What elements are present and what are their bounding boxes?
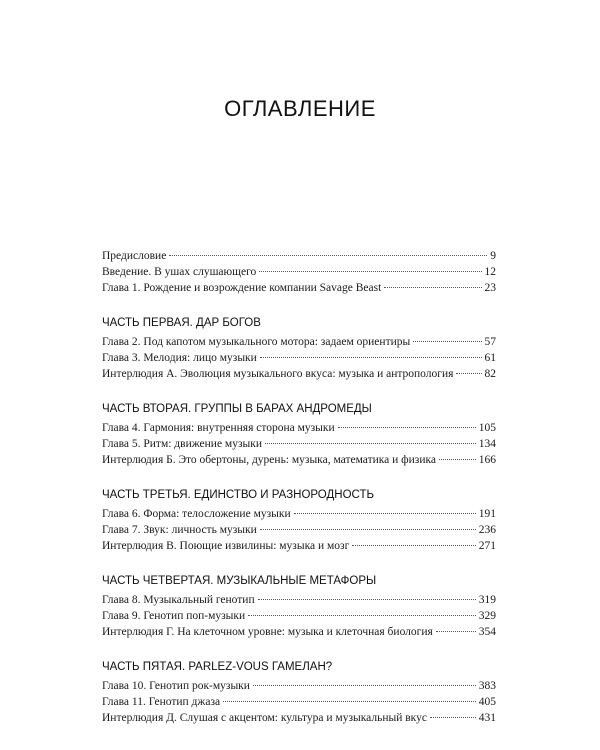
entry-page: 105 bbox=[478, 422, 496, 434]
entry-title: Глава 1. Рождение и возрождение компании Savage Beast bbox=[102, 282, 382, 294]
dot-leader bbox=[413, 341, 481, 342]
toc-entry[interactable] bbox=[102, 350, 496, 366]
entry-page: 134 bbox=[478, 438, 496, 450]
entry-title: Глава 3. Мелодия: лицо музыки bbox=[102, 352, 257, 364]
dot-leader bbox=[265, 443, 476, 444]
toc-entry[interactable] bbox=[102, 608, 496, 624]
part-section bbox=[102, 487, 496, 554]
dot-leader bbox=[430, 717, 476, 718]
toc-entry[interactable] bbox=[102, 538, 496, 554]
dot-leader bbox=[294, 513, 476, 514]
entry-page: 12 bbox=[484, 266, 496, 278]
table-of-contents bbox=[102, 248, 496, 745]
entry-page: 405 bbox=[478, 696, 496, 708]
toc-entry[interactable] bbox=[102, 592, 496, 608]
page-title: ОГЛАВЛЕНИЕ bbox=[224, 96, 376, 121]
entry-title: Интерлюдия Д. Слушая с акцентом: культура и музыкальный вкус bbox=[102, 712, 427, 724]
entry-page: 57 bbox=[484, 336, 496, 348]
entry-page: 319 bbox=[478, 594, 496, 606]
dot-leader bbox=[260, 357, 482, 358]
dot-leader bbox=[439, 459, 476, 460]
entry-page: 271 bbox=[478, 540, 496, 552]
entry-title: Интерлюдия Б. Это обертоны, дурень: музыка, математика и физика bbox=[102, 454, 437, 466]
entry-title: Интерлюдия Г. На клеточном уровне: музыка и клеточная биология bbox=[102, 626, 433, 638]
dot-leader bbox=[169, 255, 487, 256]
part-heading: ЧАСТЬ ВТОРАЯ. ГРУППЫ В БАРАХ АНДРОМЕДЫ bbox=[102, 403, 372, 415]
dot-leader bbox=[260, 529, 476, 530]
toc-entry[interactable] bbox=[102, 366, 496, 382]
dot-leader bbox=[248, 615, 476, 616]
front-matter bbox=[102, 248, 496, 296]
entry-title: Глава 8. Музыкальный генотип bbox=[102, 594, 255, 606]
dot-leader bbox=[456, 373, 481, 374]
entry-page: 236 bbox=[478, 524, 496, 536]
toc-entry[interactable] bbox=[102, 678, 496, 694]
toc-entry[interactable] bbox=[102, 436, 496, 452]
entry-page: 383 bbox=[478, 680, 496, 692]
dot-leader bbox=[258, 599, 476, 600]
toc-entry[interactable] bbox=[102, 624, 496, 640]
entry-title: Глава 11. Генотип джаза bbox=[102, 696, 221, 708]
entry-page: 61 bbox=[484, 352, 496, 364]
entry-page: 166 bbox=[478, 454, 496, 466]
entry-page: 23 bbox=[484, 282, 496, 294]
dot-leader bbox=[253, 685, 476, 686]
entry-title: Глава 10. Генотип рок-музыки bbox=[102, 680, 250, 692]
entry-page: 82 bbox=[484, 368, 496, 380]
part-section bbox=[102, 573, 496, 640]
toc-entry[interactable] bbox=[102, 694, 496, 710]
entry-title: Глава 6. Форма: телосложение музыки bbox=[102, 508, 291, 520]
entry-title: Интерлюдия А. Эволюция музыкального вкуса: музыка и антропология bbox=[102, 368, 454, 380]
entry-title: Предисловие bbox=[102, 250, 167, 262]
part-heading: ЧАСТЬ ПЕРВАЯ. ДАР БОГОВ bbox=[102, 317, 261, 329]
toc-entry[interactable] bbox=[102, 264, 496, 280]
entry-title: Интерлюдия В. Поющие извилины: музыка и мозг bbox=[102, 540, 350, 552]
entry-title: Глава 9. Генотип поп-музыки bbox=[102, 610, 246, 622]
entry-page: 354 bbox=[478, 626, 496, 638]
dot-leader bbox=[384, 287, 481, 288]
part-heading: ЧАСТЬ ПЯТАЯ. PARLEZ-VOUS ГАМЕЛАН? bbox=[102, 661, 333, 673]
dot-leader bbox=[436, 631, 476, 632]
entry-page: 9 bbox=[490, 250, 496, 262]
toc-entry[interactable] bbox=[102, 522, 496, 538]
dot-leader bbox=[259, 271, 481, 272]
toc-entry[interactable] bbox=[102, 710, 496, 726]
toc-entry[interactable] bbox=[102, 280, 496, 296]
toc-entry[interactable] bbox=[102, 452, 496, 468]
part-section bbox=[102, 401, 496, 468]
toc-entry[interactable] bbox=[102, 248, 496, 264]
dot-leader bbox=[352, 545, 475, 546]
part-section bbox=[102, 315, 496, 382]
dot-leader bbox=[338, 427, 476, 428]
entry-page: 191 bbox=[478, 508, 496, 520]
toc-entry[interactable] bbox=[102, 506, 496, 522]
dot-leader bbox=[223, 701, 476, 702]
part-section bbox=[102, 659, 496, 726]
part-heading: ЧАСТЬ ЧЕТВЕРТАЯ. МУЗЫКАЛЬНЫЕ МЕТАФОРЫ bbox=[102, 575, 377, 587]
entry-page: 329 bbox=[478, 610, 496, 622]
entry-title: Глава 4. Гармония: внутренняя сторона музыки bbox=[102, 422, 335, 434]
entry-page: 431 bbox=[478, 712, 496, 724]
entry-title: Глава 5. Ритм: движение музыки bbox=[102, 438, 262, 450]
toc-entry[interactable] bbox=[102, 420, 496, 436]
part-heading: ЧАСТЬ ТРЕТЬЯ. ЕДИНСТВО И РАЗНОРОДНОСТЬ bbox=[102, 489, 375, 501]
entry-title: Введение. В ушах слушающего bbox=[102, 266, 257, 278]
toc-entry[interactable] bbox=[102, 334, 496, 350]
entry-title: Глава 2. Под капотом музыкального мотора: задаем ориентиры bbox=[102, 336, 411, 348]
entry-title: Глава 7. Звук: личность музыки bbox=[102, 524, 257, 536]
